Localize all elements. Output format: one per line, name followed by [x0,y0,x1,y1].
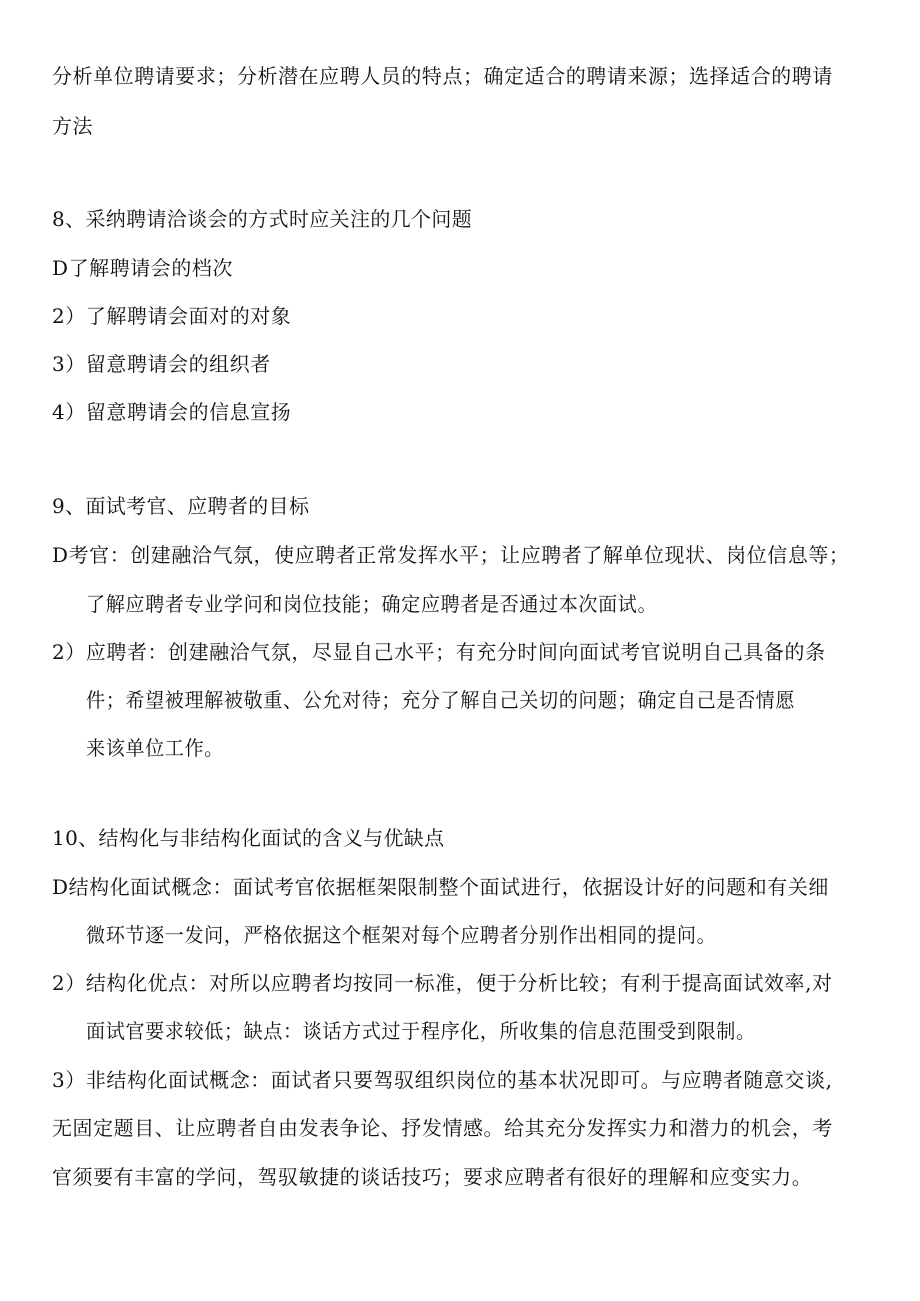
intro-line-1: 分析单位聘请要求；分析潜在应聘人员的特点；确定适合的聘请来源；选择适合的聘请 [52,64,833,88]
section-8-item-2: 2）了解聘请会面对的对象 [52,304,292,328]
section-9-item-2-line-2: 件；希望被理解被敬重、公允对待；充分了解自己关切的问题；确定自己是否情愿 [86,688,796,712]
section-10-item-2-line-2: 面试官要求较低；缺点：谈话方式过于程序化，所收集的信息范围受到限制。 [86,1019,756,1043]
section-9-item-1-line-2: 了解应聘者专业学问和岗位技能；确定应聘者是否通过本次面试。 [86,592,658,616]
section-10-item-1-line-2: 微环节逐一发问，严格依据这个框架对每个应聘者分别作出相同的提问。 [86,923,717,947]
section-8-item-1: D了解聘请会的档次 [52,256,233,280]
section-10-heading: 10、结构化与非结构化面试的含义与优缺点 [52,826,445,850]
section-9-heading: 9、面试考官、应聘者的目标 [52,494,310,518]
section-10-item-1-line-1: D结构化面试概念：面试考官依据框架限制整个面试进行，依据设计好的问题和有关细 [52,875,829,899]
section-8-item-4: 4）留意聘请会的信息宣扬 [52,400,292,424]
section-10-item-3-line-3: 官须要有丰富的学问，驾驭敏捷的谈话技巧；要求应聘者有很好的理解和应变实力。 [52,1165,813,1189]
intro-line-2: 方法 [52,114,94,138]
section-9-item-2-line-1: 2）应聘者：创建融洽气氛，尽显自己水平；有充分时间向面试考官说明自己具备的条 [52,640,826,664]
section-8-item-3: 3）留意聘请会的组织者 [52,352,271,376]
section-8-heading: 8、采纳聘请洽谈会的方式时应关注的几个问题 [52,207,473,231]
section-10-item-3-line-1: 3）非结构化面试概念：面试者只要驾驭组织岗位的基本状况即可。与应聘者随意交谈, [52,1068,833,1092]
section-10-item-2-line-1: 2）结构化优点：对所以应聘者均按同一标准，便于分析比较；有利于提高面试效率,对 [52,971,833,995]
section-9-item-2-line-3: 来该单位工作。 [86,736,224,760]
section-10-item-3-line-2: 无固定题目、让应聘者自由发表争论、抒发情感。给其充分发挥实力和潜力的机会，考 [52,1116,833,1140]
section-9-item-1-line-1: D考官：创建融洽气氛，使应聘者正常发挥水平；让应聘者了解单位现状、岗位信息等； [52,543,850,567]
